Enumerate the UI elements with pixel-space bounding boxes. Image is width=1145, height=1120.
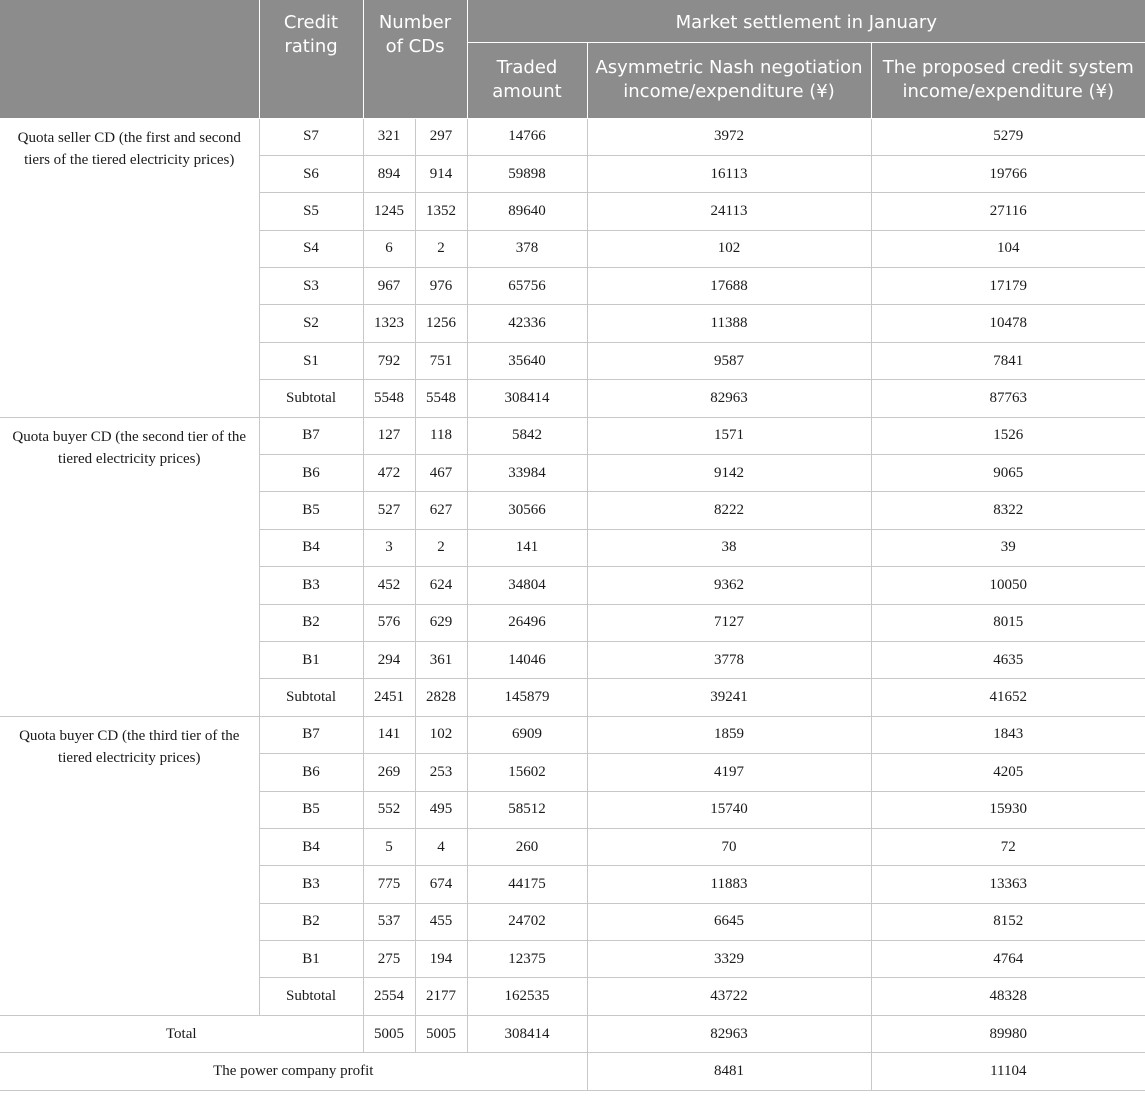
cd-count-cell: 6 [363,230,415,267]
credit-rating-cell: B4 [259,828,363,865]
nash-cell: 43722 [587,978,871,1015]
proposed-cell: 8322 [871,492,1145,529]
header-market-settlement: Market settlement in January [467,0,1145,42]
credit-rating-cell: B7 [259,716,363,753]
traded-amount-cell: 141 [467,529,587,566]
credit-rating-cell: S7 [259,118,363,155]
credit-rating-cell: B2 [259,604,363,641]
header-traded-amount: Traded amount [467,42,587,118]
credit-rating-cell: B7 [259,417,363,454]
proposed-cell: 8152 [871,903,1145,940]
nash-cell: 38 [587,529,871,566]
cd-count-cell: 275 [363,941,415,978]
header-proposed: The proposed credit system income/expenditure (¥) [871,42,1145,118]
total-traded: 308414 [467,1015,587,1052]
traded-amount-cell: 42336 [467,305,587,342]
nash-cell: 9142 [587,455,871,492]
traded-amount-cell: 145879 [467,679,587,716]
header-credit-rating: Credit rating [259,0,363,118]
traded-amount-cell: 34804 [467,567,587,604]
cd-count-cell: 527 [363,492,415,529]
proposed-cell: 9065 [871,455,1145,492]
traded-amount-cell: 378 [467,230,587,267]
total-proposed: 89980 [871,1015,1145,1052]
nash-cell: 7127 [587,604,871,641]
cd-count-cell: 294 [363,641,415,678]
cd-count-cell: 253 [415,754,467,791]
cd-count-cell: 1323 [363,305,415,342]
nash-cell: 9362 [587,567,871,604]
traded-amount-cell: 59898 [467,155,587,192]
credit-rating-cell: B5 [259,791,363,828]
proposed-cell: 19766 [871,155,1145,192]
cd-count-cell: 894 [363,155,415,192]
traded-amount-cell: 14046 [467,641,587,678]
credit-rating-cell: B6 [259,455,363,492]
cd-count-cell: 537 [363,903,415,940]
profit-row [0,1053,1145,1090]
nash-cell: 3778 [587,641,871,678]
traded-amount-cell: 44175 [467,866,587,903]
credit-rating-cell: S2 [259,305,363,342]
nash-cell: 3972 [587,118,871,155]
credit-rating-cell: B4 [259,529,363,566]
total-nash: 82963 [587,1015,871,1052]
proposed-cell: 1526 [871,417,1145,454]
proposed-cell: 4635 [871,641,1145,678]
credit-rating-cell: Subtotal [259,380,363,417]
proposed-cell: 4764 [871,941,1145,978]
credit-rating-cell: S1 [259,342,363,379]
cd-count-cell: 361 [415,641,467,678]
cd-count-cell: 4 [415,828,467,865]
group-label: Quota seller CD (the first and second tiers of the tiered electricity prices) [0,118,259,417]
proposed-cell: 39 [871,529,1145,566]
nash-cell: 1859 [587,716,871,753]
traded-amount-cell: 58512 [467,791,587,828]
proposed-cell: 4205 [871,754,1145,791]
table-row [0,118,1145,155]
credit-rating-cell: B5 [259,492,363,529]
nash-cell: 39241 [587,679,871,716]
table-body [0,118,1145,1015]
proposed-cell: 48328 [871,978,1145,1015]
traded-amount-cell: 33984 [467,455,587,492]
cd-count-cell: 1245 [363,193,415,230]
nash-cell: 11388 [587,305,871,342]
header-nash: Asymmetric Nash negotiation income/expenditure (¥) [587,42,871,118]
cd-count-cell: 627 [415,492,467,529]
cd-count-cell: 1352 [415,193,467,230]
cd-count-cell: 2828 [415,679,467,716]
proposed-cell: 72 [871,828,1145,865]
cd-count-cell: 269 [363,754,415,791]
credit-rating-cell: B2 [259,903,363,940]
traded-amount-cell: 89640 [467,193,587,230]
cd-count-cell: 2554 [363,978,415,1015]
proposed-cell: 17179 [871,268,1145,305]
traded-amount-cell: 5842 [467,417,587,454]
total-label: Total [0,1015,363,1052]
cd-count-cell: 576 [363,604,415,641]
profit-nash: 8481 [587,1053,871,1090]
nash-cell: 24113 [587,193,871,230]
profit-proposed: 11104 [871,1053,1145,1090]
cd-count-cell: 455 [415,903,467,940]
traded-amount-cell: 308414 [467,380,587,417]
cd-count-cell: 452 [363,567,415,604]
cd-count-cell: 118 [415,417,467,454]
proposed-cell: 13363 [871,866,1145,903]
total-n2: 5005 [415,1015,467,1052]
credit-rating-cell: S6 [259,155,363,192]
cd-count-cell: 5 [363,828,415,865]
credit-rating-cell: B3 [259,866,363,903]
credit-rating-cell: Subtotal [259,978,363,1015]
cd-count-cell: 629 [415,604,467,641]
cd-count-cell: 127 [363,417,415,454]
proposed-cell: 41652 [871,679,1145,716]
proposed-cell: 8015 [871,604,1145,641]
table-header [0,0,1145,118]
credit-rating-cell: S4 [259,230,363,267]
traded-amount-cell: 6909 [467,716,587,753]
cd-count-cell: 297 [415,118,467,155]
cd-count-cell: 967 [363,268,415,305]
nash-cell: 6645 [587,903,871,940]
cd-count-cell: 792 [363,342,415,379]
proposed-cell: 5279 [871,118,1145,155]
proposed-cell: 1843 [871,716,1145,753]
traded-amount-cell: 26496 [467,604,587,641]
traded-amount-cell: 14766 [467,118,587,155]
credit-rating-cell: B1 [259,941,363,978]
cd-count-cell: 5548 [363,380,415,417]
traded-amount-cell: 15602 [467,754,587,791]
table-row [0,417,1145,454]
cd-count-cell: 775 [363,866,415,903]
cd-count-cell: 751 [415,342,467,379]
cd-count-cell: 914 [415,155,467,192]
credit-rating-cell: B3 [259,567,363,604]
nash-cell: 1571 [587,417,871,454]
cd-count-cell: 194 [415,941,467,978]
credit-rating-cell: B6 [259,754,363,791]
cd-count-cell: 472 [363,455,415,492]
total-n1: 5005 [363,1015,415,1052]
traded-amount-cell: 65756 [467,268,587,305]
cd-count-cell: 2 [415,529,467,566]
cd-count-cell: 674 [415,866,467,903]
cd-count-cell: 141 [363,716,415,753]
total-row [0,1015,1145,1052]
cd-count-cell: 2177 [415,978,467,1015]
cd-count-cell: 495 [415,791,467,828]
cd-count-cell: 976 [415,268,467,305]
nash-cell: 102 [587,230,871,267]
credit-rating-cell: Subtotal [259,679,363,716]
nash-cell: 9587 [587,342,871,379]
proposed-cell: 7841 [871,342,1145,379]
group-label: Quota buyer CD (the second tier of the tiered electricity prices) [0,417,259,716]
proposed-cell: 87763 [871,380,1145,417]
group-label: Quota buyer CD (the third tier of the tiered electricity prices) [0,716,259,1015]
cd-count-cell: 624 [415,567,467,604]
header-blank [0,0,259,118]
traded-amount-cell: 30566 [467,492,587,529]
credit-rating-cell: S3 [259,268,363,305]
proposed-cell: 10050 [871,567,1145,604]
nash-cell: 4197 [587,754,871,791]
nash-cell: 16113 [587,155,871,192]
table-row [0,716,1145,753]
table-footer [0,1015,1145,1090]
proposed-cell: 27116 [871,193,1145,230]
header-number-of-cds: Number of CDs [363,0,467,118]
credit-rating-cell: B1 [259,641,363,678]
nash-cell: 15740 [587,791,871,828]
cd-count-cell: 102 [415,716,467,753]
cd-count-cell: 1256 [415,305,467,342]
cd-count-cell: 467 [415,455,467,492]
cd-count-cell: 5548 [415,380,467,417]
nash-cell: 3329 [587,941,871,978]
nash-cell: 70 [587,828,871,865]
traded-amount-cell: 24702 [467,903,587,940]
cd-count-cell: 321 [363,118,415,155]
profit-label: The power company profit [0,1053,587,1090]
traded-amount-cell: 35640 [467,342,587,379]
credit-rating-cell: S5 [259,193,363,230]
traded-amount-cell: 162535 [467,978,587,1015]
nash-cell: 8222 [587,492,871,529]
traded-amount-cell: 260 [467,828,587,865]
nash-cell: 17688 [587,268,871,305]
proposed-cell: 10478 [871,305,1145,342]
cd-count-cell: 2 [415,230,467,267]
nash-cell: 11883 [587,866,871,903]
nash-cell: 82963 [587,380,871,417]
cd-count-cell: 552 [363,791,415,828]
cd-count-cell: 3 [363,529,415,566]
cd-count-cell: 2451 [363,679,415,716]
proposed-cell: 15930 [871,791,1145,828]
traded-amount-cell: 12375 [467,941,587,978]
proposed-cell: 104 [871,230,1145,267]
